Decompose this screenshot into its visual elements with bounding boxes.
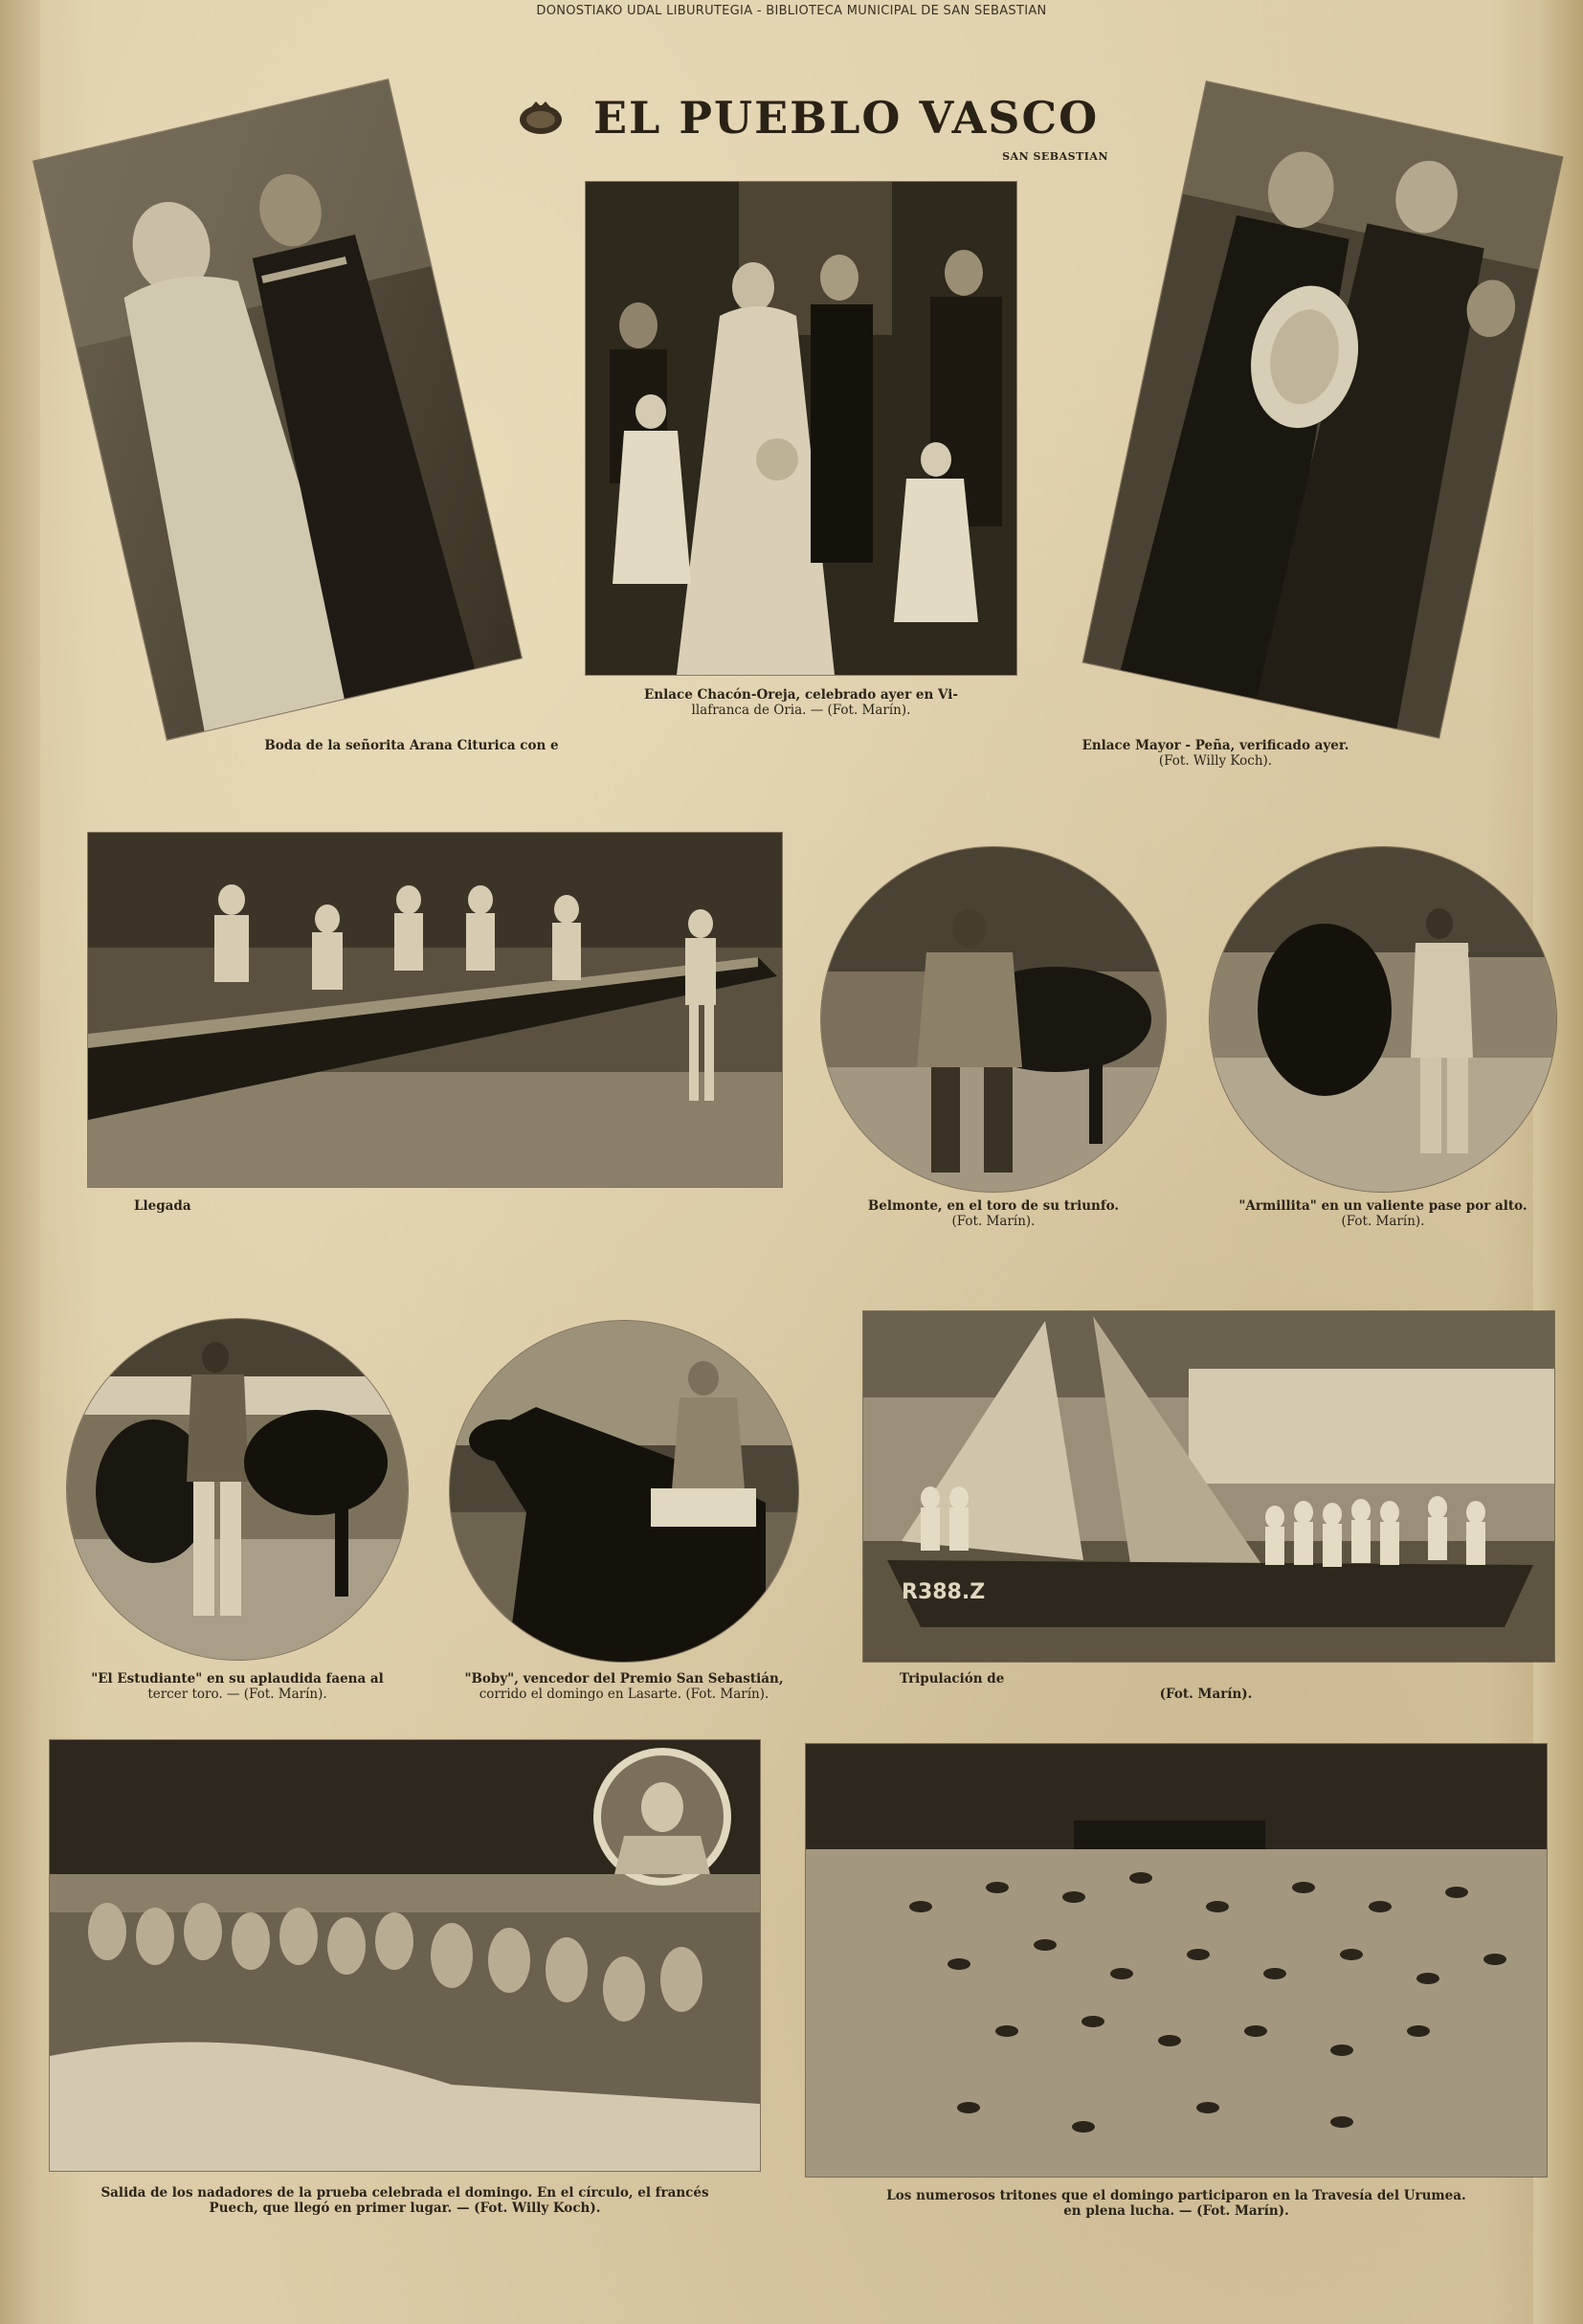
- caption-chacon: [586, 687, 1016, 718]
- caption-llegada: [134, 1198, 230, 1214]
- photo-salida-nadadores: [50, 1740, 760, 2171]
- caption-arana-text: Boda de la señorita Arana Citurica con e: [264, 738, 559, 753]
- caption-llegada-text: Llegada: [134, 1198, 191, 1214]
- masthead-city: SAN SEBASTIAN: [1002, 150, 1108, 163]
- photo-tritones: [806, 1744, 1547, 2177]
- photo-estudiante: [67, 1319, 408, 1660]
- caption-salida-line2: Puech, que llegó en primer lugar. — (Fot. Willy Koch).: [209, 2201, 601, 2216]
- photo-mayor-wedding: [1083, 81, 1563, 737]
- masthead-title: EL PUEBLO VASCO: [593, 92, 1100, 144]
- caption-tripulacion-credit: [1129, 1687, 1282, 1702]
- photo-arana-wedding: [33, 79, 522, 740]
- caption-armillita: [1196, 1198, 1570, 1229]
- caption-chacon-line1: Enlace Chacón-Oreja, celebrado ayer en Vi-: [644, 687, 958, 703]
- caption-tripulacion-text: Tripulación de: [900, 1671, 1005, 1687]
- caption-tripulacion: [900, 1671, 1282, 1687]
- caption-armillita-line2: (Fot. Marín).: [1341, 1214, 1425, 1229]
- caption-belmonte-line1: Belmonte, en el toro de su triunfo.: [867, 1198, 1120, 1214]
- photo-boby: [450, 1321, 798, 1662]
- photo-armillita: [1210, 847, 1556, 1192]
- caption-salida: [50, 2185, 760, 2216]
- caption-mayor-line1: Enlace Mayor - Peña, verificado ayer.: [1081, 738, 1349, 753]
- caption-tripulacion-credit-text: (Fot. Marín).: [1159, 1687, 1253, 1702]
- photo-chacon-wedding: [586, 182, 1016, 675]
- caption-salida-line1: Salida de los nadadores de la prueba celebrada el domingo. En el círculo, el francés: [100, 2185, 709, 2201]
- caption-tritones-line1: Los numerosos tritones que el domingo participaron en la Travesía del Urumea.: [886, 2188, 1466, 2203]
- boat-number: R388.Z: [902, 1580, 986, 1604]
- caption-boby: [431, 1671, 817, 1702]
- caption-armillita-line1: "Armillita" en un valiente pase por alto.: [1238, 1198, 1527, 1214]
- caption-estudiante-line1: "El Estudiante" en su aplaudida faena al: [91, 1671, 384, 1687]
- caption-tritones: [806, 2188, 1547, 2219]
- crest-icon: [517, 99, 565, 137]
- caption-chacon-line2: llafranca de Oria. — (Fot. Marín).: [691, 703, 911, 718]
- caption-arana: [220, 738, 603, 753]
- page-edge-left: [0, 0, 40, 2324]
- caption-estudiante: [57, 1671, 417, 1702]
- caption-boby-line2: corrido el domingo en Lasarte. (Fot. Marín).: [479, 1687, 769, 1702]
- caption-belmonte-line2: (Fot. Marín).: [951, 1214, 1036, 1229]
- photo-llegada: [88, 833, 782, 1187]
- caption-boby-line1: "Boby", vencedor del Premio San Sebastián,: [464, 1671, 784, 1687]
- photo-belmonte: [821, 847, 1166, 1192]
- caption-mayor-line2: (Fot. Willy Koch).: [1158, 753, 1273, 769]
- caption-tritones-line2: en plena lucha. — (Fot. Marín).: [1063, 2203, 1289, 2219]
- photo-tripulacion: [863, 1311, 1554, 1662]
- caption-belmonte: [821, 1198, 1166, 1229]
- library-header: DONOSTIAKO UDAL LIBURUTEGIA - BIBLIOTECA MUNICIPAL DE SAN SEBASTIAN: [536, 4, 1047, 18]
- caption-mayor: [1034, 738, 1397, 769]
- caption-estudiante-line2: tercer toro. — (Fot. Marín).: [147, 1687, 327, 1702]
